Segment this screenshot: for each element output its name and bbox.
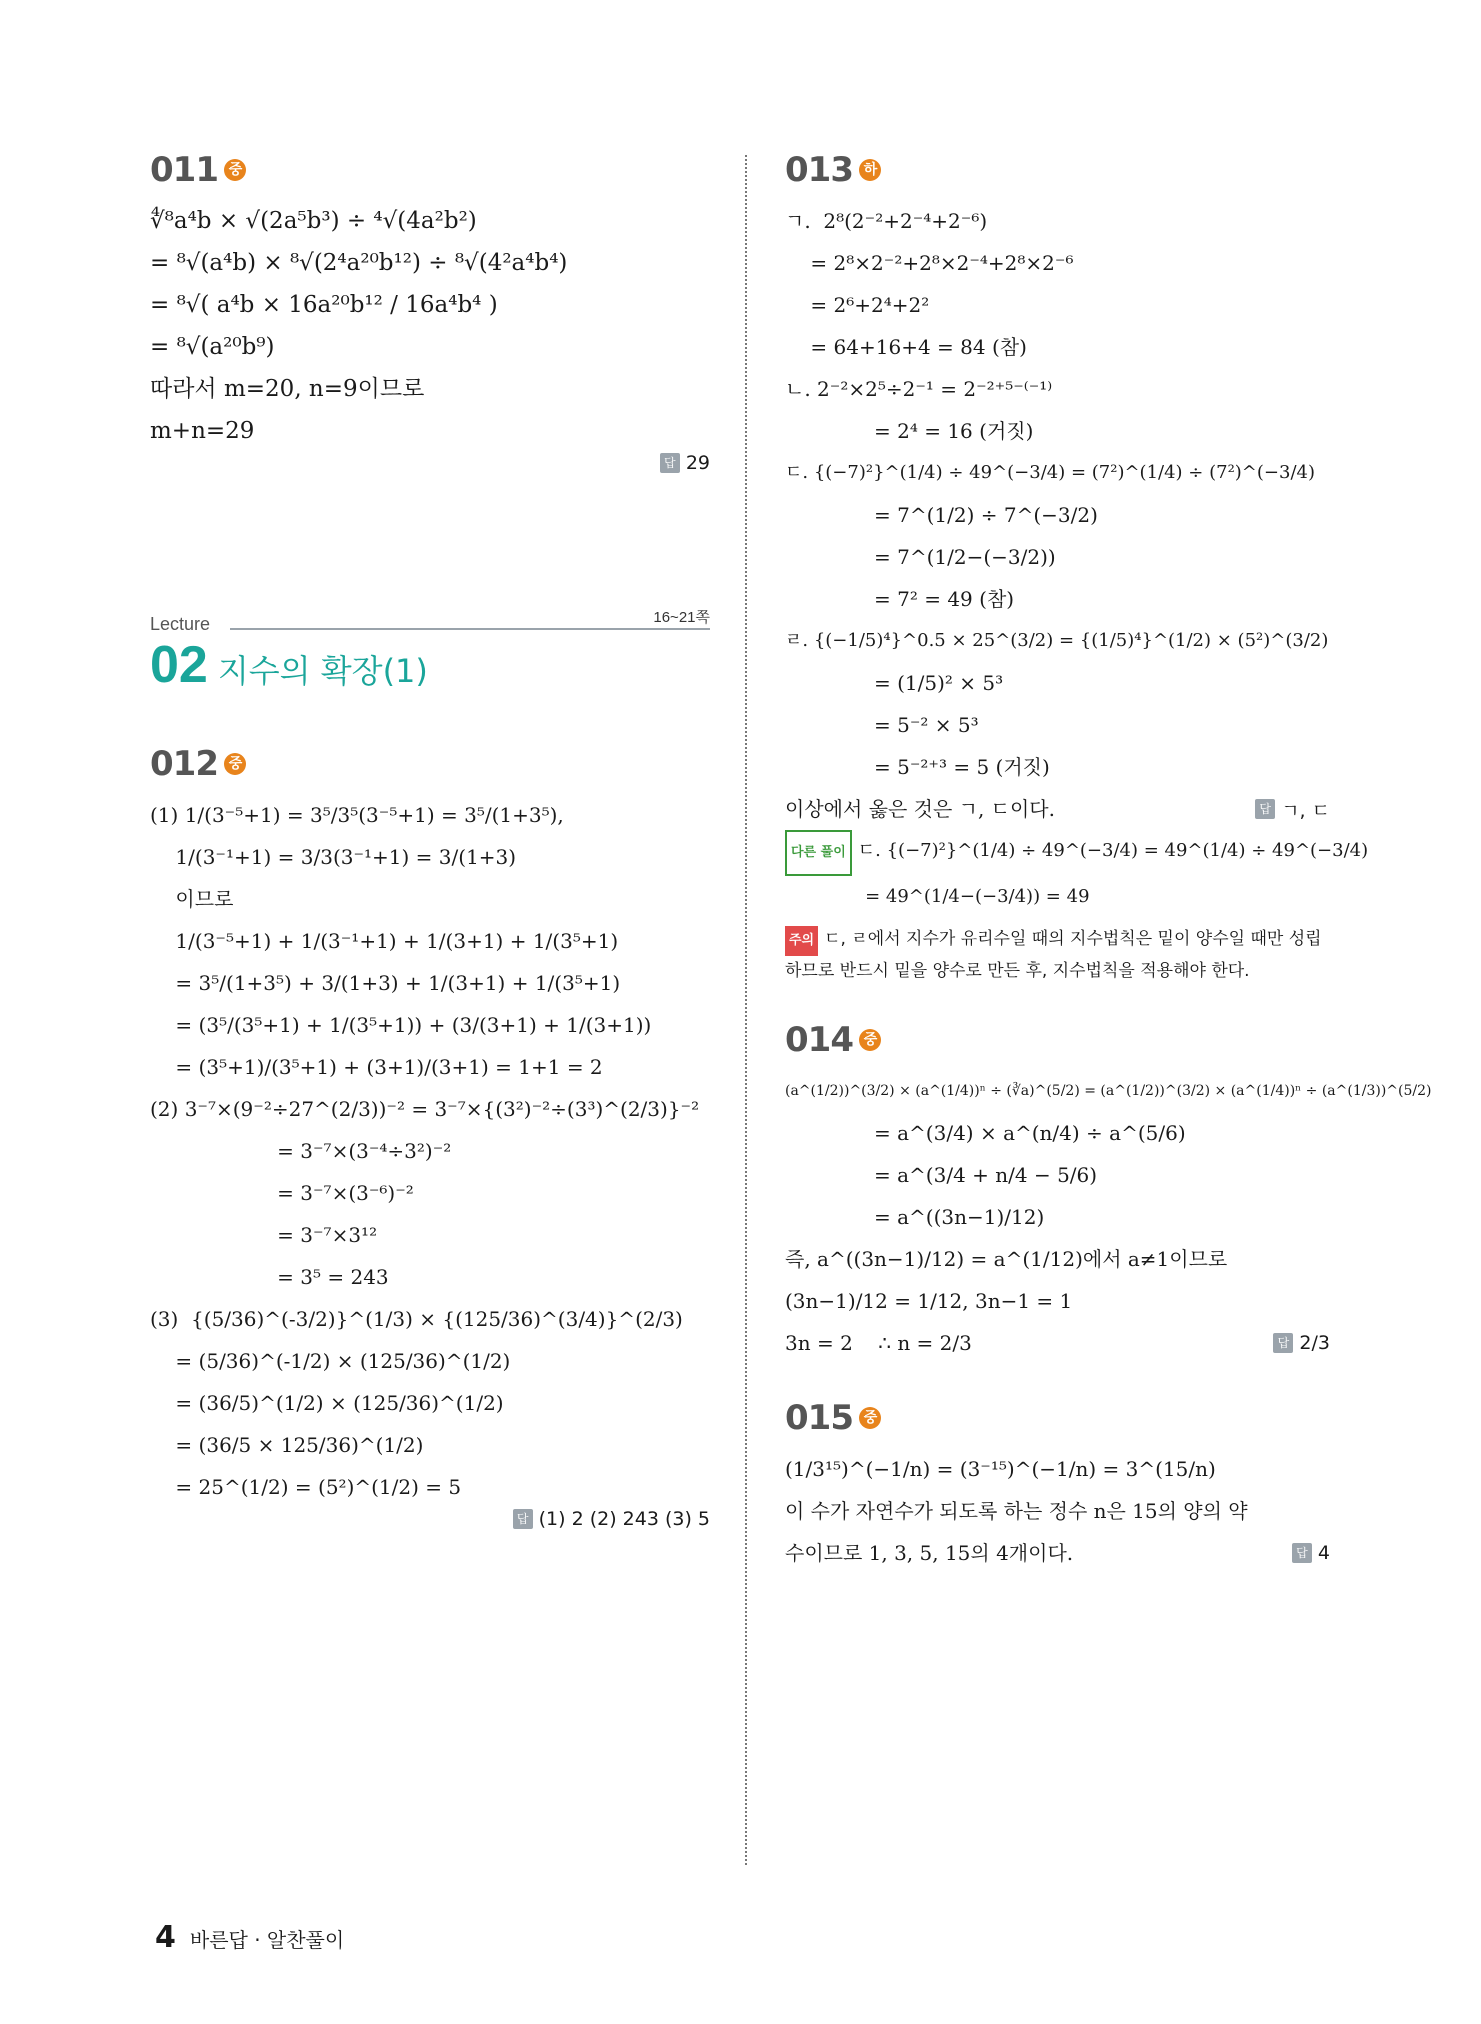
- answer: 답 4: [1292, 1542, 1330, 1564]
- math-line: (a^(1/2))^(3/2) × (a^(1/4))ⁿ ÷ (∛a)^(5/2) = (a^(1/2))^(3/2) × (a^(1/4))ⁿ ÷ (a^(1/3))^(5/2): [785, 1083, 1432, 1099]
- math-line: = 7^(1/2) ÷ 7^(−3/2): [785, 503, 1098, 527]
- problem-015: [785, 1398, 1330, 1574]
- math-line: (3n−1)/12 = 1/12, 3n−1 = 1: [785, 1289, 1073, 1313]
- footer-title: 바른답 · 알찬풀이: [189, 1928, 345, 1952]
- math-line: (3) {(5/36)^(-3/2)}^(1/3) × {(125/36)^(3/4)}^(2/3): [150, 1307, 683, 1331]
- math-line: = a^((3n−1)/12): [785, 1205, 1045, 1229]
- math-line: = 3⁵ = 243: [150, 1265, 389, 1289]
- left-column: [150, 150, 710, 1530]
- lecture-number: 02: [150, 636, 208, 694]
- math-line: (2) 3⁻⁷×(9⁻²÷27^(2/3))⁻² = 3⁻⁷×{(3²)⁻²÷(3³)^(2/3)}⁻²: [150, 1097, 700, 1121]
- problem-012: [150, 744, 710, 1530]
- math-line: 이상에서 옳은 것은 ㄱ, ㄷ이다.: [785, 797, 1055, 821]
- answer-icon: 답: [1273, 1333, 1293, 1353]
- page-number: 4: [155, 1920, 176, 1955]
- math-line: m+n=29: [150, 418, 255, 444]
- alt-solution-line: = 49^(1/4−(−3/4)) = 49: [785, 886, 1090, 907]
- math-line: 1/(3⁻¹+1) = 3/3(3⁻¹+1) = 3/(1+3): [150, 845, 517, 869]
- math-line: ㄷ. {(−7)²}^(1/4) ÷ 49^(−3/4) = (7²)^(1/4) ÷ (7²)^(−3/4): [785, 462, 1315, 483]
- math-line: = 2⁶+2⁴+2²: [785, 293, 930, 317]
- lecture-pages: 16~21쪽: [653, 609, 710, 626]
- math-line: 따라서 m=20, n=9이므로: [150, 376, 425, 402]
- lecture-header: [150, 609, 710, 734]
- caution-note: 주의 ㄷ, ㄹ에서 지수가 유리수일 때의 지수법칙은 밑이 양수일 때만 성립하므로 반드시 밑을 양수로 만든 후, 지수법칙을 적용해야 한다.: [785, 924, 1330, 986]
- math-line: = 3⁻⁷×3¹²: [150, 1223, 378, 1247]
- difficulty-badge: 중: [224, 159, 246, 181]
- lecture-title: 지수의 확장(1): [217, 652, 428, 690]
- column-divider: [745, 155, 747, 1865]
- math-line: = (3⁵+1)/(3⁵+1) + (3+1)/(3+1) = 1+1 = 2: [150, 1055, 603, 1079]
- problem-011: [150, 150, 710, 474]
- math-line: = 64+16+4 = 84 (참): [785, 335, 1027, 359]
- problem-014: [785, 1020, 1432, 1364]
- math-line: = 3⁻⁷×(3⁻⁴÷3²)⁻²: [150, 1139, 452, 1163]
- math-line: (1/3¹⁵)^(−1/n) = (3⁻¹⁵)^(−1/n) = 3^(15/n): [785, 1457, 1216, 1481]
- answer-icon: 답: [1255, 799, 1275, 819]
- math-line: ㄱ. 2⁸(2⁻²+2⁻⁴+2⁻⁶): [785, 209, 988, 233]
- math-line: ∜⁸a⁴b × √(2a⁵b³) ÷ ⁴√(4a²b²): [150, 208, 477, 234]
- math-line: = 5⁻²⁺³ = 5 (거짓): [785, 755, 1050, 779]
- math-line: = 25^(1/2) = (5²)^(1/2) = 5: [150, 1475, 462, 1499]
- math-line: = (1/5)² × 5³: [785, 671, 1004, 695]
- math-line: 이므로: [150, 887, 234, 911]
- math-line: = a^(3/4 + n/4 − 5/6): [785, 1163, 1098, 1187]
- math-line: = ⁸√( a⁴b × 16a²⁰b¹² / 16a⁴b⁴ ): [150, 292, 498, 318]
- answer-icon: 답: [660, 453, 680, 473]
- math-line: = ⁸√(a²⁰b⁹): [150, 334, 275, 360]
- alt-solution-tag: 다른 풀이: [785, 830, 852, 876]
- answer-icon: 답: [1292, 1543, 1312, 1563]
- math-line: = ⁸√(a⁴b) × ⁸√(2⁴a²⁰b¹²) ÷ ⁸√(4²a⁴b⁴): [150, 250, 568, 276]
- problem-013: [785, 150, 1369, 986]
- math-line: (1) 1/(3⁻⁵+1) = 3⁵/3⁵(3⁻⁵+1) = 3⁵/(1+3⁵),: [150, 803, 564, 827]
- problem-number: 014 중: [785, 1020, 1330, 1060]
- math-line: = 5⁻² × 5³: [785, 713, 979, 737]
- page-footer: [155, 1920, 344, 1955]
- difficulty-badge: 중: [224, 753, 246, 775]
- answer-icon: 답: [513, 1509, 533, 1529]
- conclusion-row: [785, 1322, 1330, 1364]
- caution-tag: 주의: [785, 926, 818, 956]
- math-line: 이 수가 자연수가 되도록 하는 정수 n은 15의 양의 약: [785, 1499, 1248, 1523]
- alt-solution: 다른 풀이 ㄷ. {(−7)²}^(1/4) ÷ 49^(−3/4) = 49^(1/4) ÷ 49^(−3/4): [785, 830, 1330, 876]
- math-line: = 2⁸×2⁻²+2⁸×2⁻⁴+2⁸×2⁻⁶: [785, 251, 1074, 275]
- math-line: = 7² = 49 (참): [785, 587, 1015, 611]
- math-line: = 7^(1/2−(−3/2)): [785, 545, 1056, 569]
- math-line: = (36/5 × 125/36)^(1/2): [150, 1433, 424, 1457]
- difficulty-badge: 하: [859, 159, 881, 181]
- lecture-label: Lecture: [150, 614, 211, 634]
- difficulty-badge: 중: [859, 1407, 881, 1429]
- problem-number: 012 중: [150, 744, 710, 784]
- answer: 답 (1) 2 (2) 243 (3) 5: [150, 1508, 710, 1530]
- math-line: = (36/5)^(1/2) × (125/36)^(1/2): [150, 1391, 504, 1415]
- math-line: 즉, a^((3n−1)/12) = a^(1/12)에서 a≠1이므로: [785, 1247, 1228, 1271]
- difficulty-badge: 중: [859, 1029, 881, 1051]
- math-line: ㄴ. 2⁻²×2⁵÷2⁻¹ = 2⁻²⁺⁵⁻⁽⁻¹⁾: [785, 377, 1053, 401]
- problem-number: 015 중: [785, 1398, 1330, 1438]
- conclusion-row: [785, 788, 1330, 830]
- math-line: = a^(3/4) × a^(n/4) ÷ a^(5/6): [785, 1121, 1186, 1145]
- answer: 답 ㄱ, ㄷ: [1255, 796, 1330, 823]
- math-line: 1/(3⁻⁵+1) + 1/(3⁻¹+1) + 1/(3+1) + 1/(3⁵+1): [150, 929, 619, 953]
- math-line: = 2⁴ = 16 (거짓): [785, 419, 1034, 443]
- answer: 답 29: [150, 452, 710, 474]
- answer: 답 2/3: [1273, 1332, 1330, 1354]
- problem-number: 011 중: [150, 150, 710, 190]
- lecture-rule: [230, 628, 710, 630]
- conclusion-row: [785, 1532, 1330, 1574]
- math-line: = (3⁵/(3⁵+1) + 1/(3⁵+1)) + (3/(3+1) + 1/(3+1)): [150, 1013, 652, 1037]
- math-line: ㄹ. {(−1/5)⁴}^0.5 × 25^(3/2) = {(1/5)⁴}^(1/2) × (5²)^(3/2): [785, 630, 1329, 651]
- math-line: = 3⁻⁷×(3⁻⁶)⁻²: [150, 1181, 414, 1205]
- math-line: = 3⁵/(1+3⁵) + 3/(1+3) + 1/(3+1) + 1/(3⁵+1): [150, 971, 621, 995]
- math-line: 3n = 2 ∴ n = 2/3: [785, 1331, 972, 1355]
- problem-number: 013 하: [785, 150, 1330, 190]
- math-line: = (5/36)^(-1/2) × (125/36)^(1/2): [150, 1349, 511, 1373]
- right-column: [785, 150, 1432, 1574]
- math-line: 수이므로 1, 3, 5, 15의 4개이다.: [785, 1541, 1074, 1565]
